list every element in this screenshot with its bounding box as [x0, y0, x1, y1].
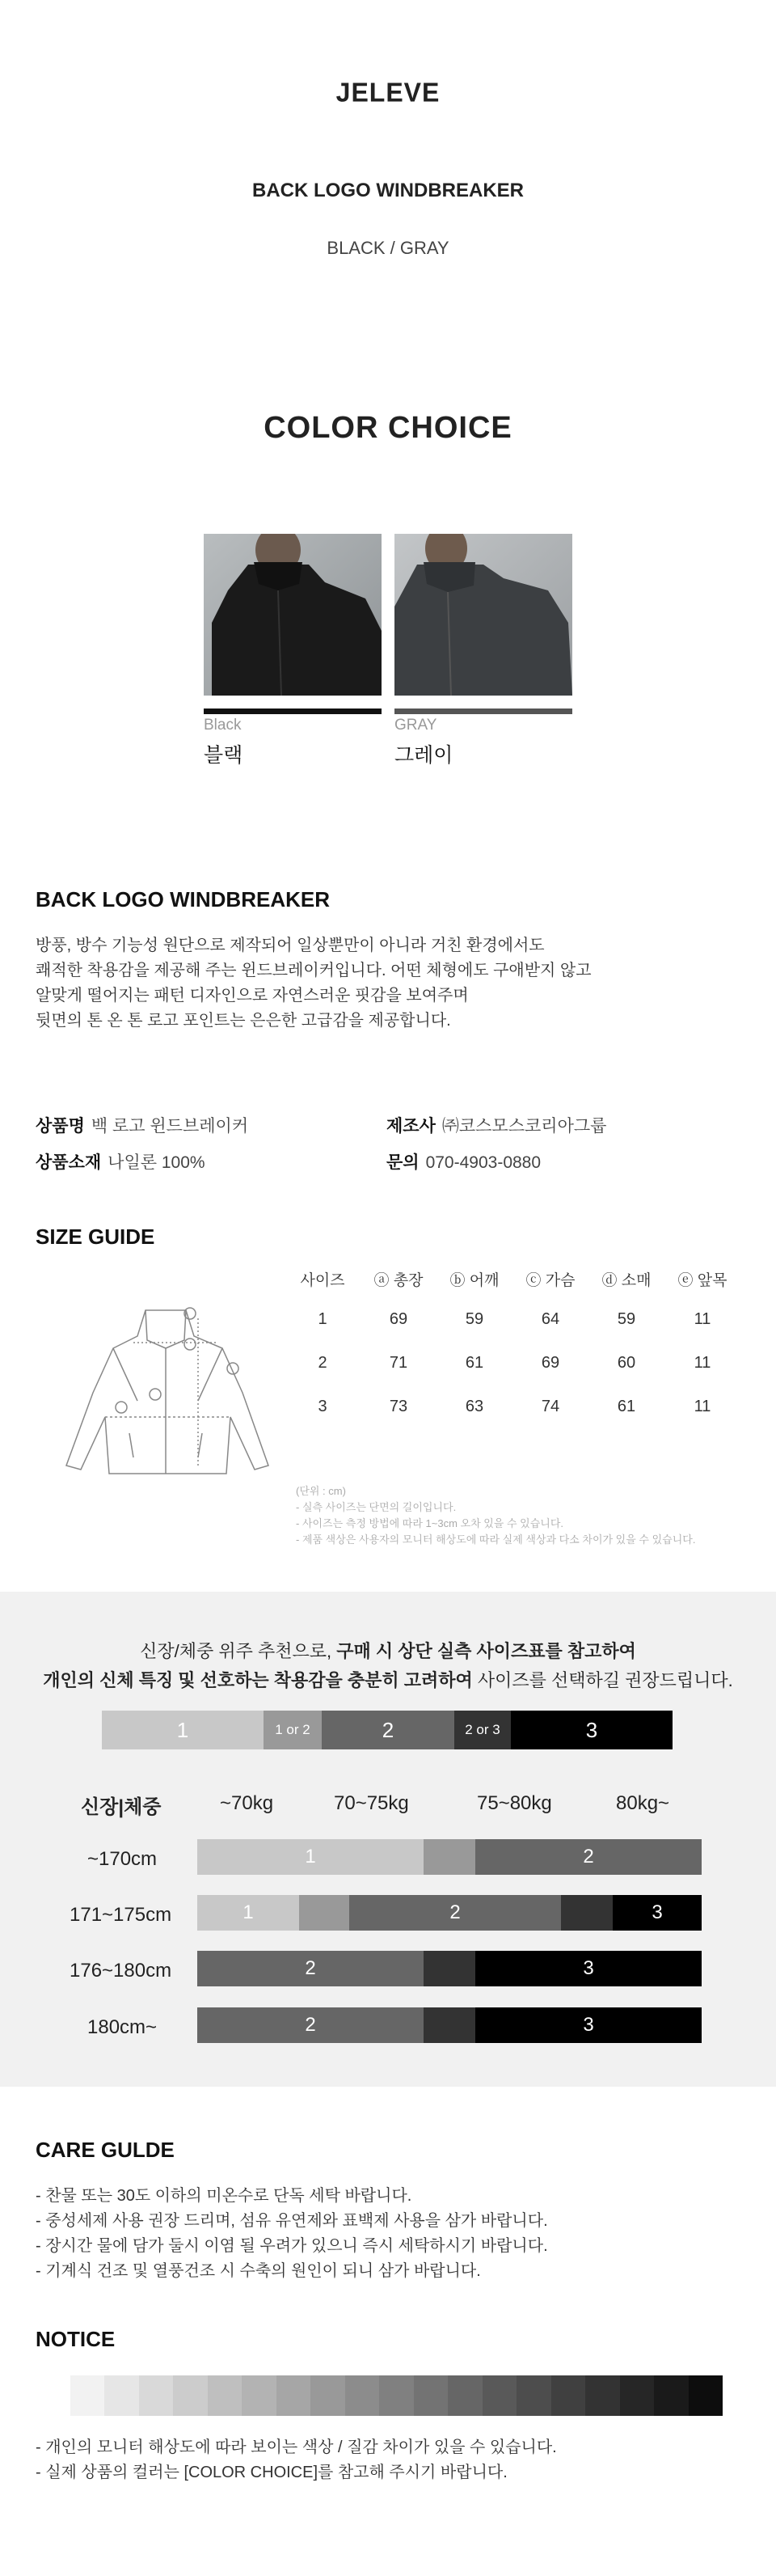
- size-table: [285, 1260, 740, 1428]
- gray-step: [689, 2375, 723, 2416]
- product-name-label: 상품명: [36, 1117, 85, 1136]
- recommend-cell-blend: [561, 1895, 613, 1931]
- gray-color-label-ko: 그레이: [394, 744, 453, 767]
- recommend-cell-size-2: 2: [197, 2007, 424, 2043]
- gray-step: [139, 2375, 174, 2416]
- description-line: 쾌적한 착용감을 제공해 주는 윈드브레이커입니다. 어떤 체형에도 구애받지 않고: [36, 962, 592, 979]
- gray-color-bar: [394, 709, 572, 714]
- contact-row: [386, 1149, 541, 1174]
- recommend-cell-size-1: 1: [197, 1839, 424, 1875]
- weight-col: 70~75kg: [334, 1792, 409, 1814]
- care-line: - 기계식 건조 및 열풍건조 시 수축의 원인이 되니 삼가 바랍니다.: [36, 2262, 481, 2280]
- recommend-cell-size-1: 1: [197, 1895, 299, 1931]
- size-note: - 제품 색상은 사용자의 모니터 해상도에 따라 실제 색상과 다소 차이가 있을 수 있습니다.: [296, 1533, 696, 1546]
- gray-step: [585, 2375, 620, 2416]
- recommend-cell-size-2: 2: [349, 1895, 561, 1931]
- weight-col: 75~80kg: [477, 1792, 552, 1814]
- legend-size-1: 1: [102, 1711, 264, 1749]
- legend-size-2: 2: [322, 1711, 454, 1749]
- recommend-cell-blend: [299, 1895, 349, 1931]
- recommend-cell-size-3: 3: [475, 2007, 702, 2043]
- weight-col: 80kg~: [616, 1792, 670, 1814]
- grayscale-gradient-strip: [36, 2375, 723, 2416]
- black-jacket-photo: [204, 534, 382, 696]
- recommend-text-bold: 개인의 신체 특징 및 선호하는 착용감을 충분히 고려하여: [43, 1670, 473, 1690]
- height-row-label: 171~175cm: [70, 1904, 172, 1926]
- recommend-bar-row-2: [197, 1895, 702, 1931]
- care-guide-title: CARE GULDE: [36, 2138, 175, 2162]
- table-cell: 11: [694, 1309, 711, 1328]
- maker-label: 제조사: [386, 1117, 436, 1136]
- gray-step: [208, 2375, 242, 2416]
- description-line: 알맞게 떨어지는 패턴 디자인으로 자연스러운 핏감을 보여주며: [36, 987, 469, 1005]
- table-cell: 61: [617, 1397, 636, 1415]
- height-weight-header: 신장|체중: [81, 1796, 162, 1818]
- table-row: [285, 1297, 740, 1341]
- size-table-header-cell: ⓐ 총장: [373, 1271, 424, 1289]
- gray-step: [620, 2375, 655, 2416]
- recommend-cell-blend: [424, 1951, 475, 1986]
- recommend-cell-blend: [424, 1839, 475, 1875]
- legend-size-3: 3: [511, 1711, 673, 1749]
- gray-step: [414, 2375, 449, 2416]
- notice-list: [36, 2435, 557, 2485]
- recommend-text: 신장/체중 위주 추천으로,: [140, 1641, 337, 1661]
- care-guide-list: [36, 2184, 548, 2284]
- brand-logo: JELEVE: [335, 77, 441, 108]
- gray-step: [517, 2375, 551, 2416]
- notice-line: - 개인의 모니터 해상도에 따라 보이는 색상 / 질감 차이가 있을 수 있습니다.: [36, 2439, 557, 2456]
- black-color-bar: [204, 709, 382, 714]
- height-row-label: 176~180cm: [70, 1960, 172, 1982]
- care-line: - 장시간 물에 담가 둘시 이염 될 우려가 있으니 즉시 세탁하시기 바랍니다.: [36, 2237, 548, 2255]
- table-row: [285, 1341, 740, 1385]
- height-row-label: ~170cm: [87, 1848, 158, 1870]
- gray-step: [242, 2375, 276, 2416]
- black-color-label-en: Black: [204, 717, 242, 734]
- table-cell: 59: [465, 1309, 484, 1328]
- notice-line: - 실제 상품의 컬러는 [COLOR CHOICE]를 참고해 주시기 바랍니다.: [36, 2464, 508, 2481]
- recommend-cell-size-3: 3: [475, 1951, 702, 1986]
- table-cell: 59: [617, 1309, 636, 1328]
- gray-step: [551, 2375, 586, 2416]
- recommend-cell-size-2: 2: [475, 1839, 702, 1875]
- gray-color-label-en: GRAY: [394, 717, 437, 734]
- product-colors: BLACK / GRAY: [327, 238, 449, 258]
- care-line: - 중성세제 사용 권장 드리며, 섬유 유연제와 표백제 사용을 삼가 바랍니다.: [36, 2212, 548, 2230]
- gray-step: [104, 2375, 139, 2416]
- size-table-header-cell: 사이즈: [300, 1271, 345, 1289]
- size-note: (단위 : cm): [296, 1485, 346, 1497]
- table-cell: 63: [465, 1397, 484, 1415]
- recommend-text-bold: 구매 시 상단 실측 사이즈표를 참고하여: [336, 1641, 636, 1661]
- size-note: - 실측 사이즈는 단면의 길이입니다.: [296, 1501, 457, 1513]
- table-cell: 71: [389, 1353, 408, 1372]
- contact-value: 070-4903-0880: [425, 1153, 542, 1172]
- size-table-header-cell: ⓔ 앞목: [677, 1271, 728, 1289]
- table-cell: 61: [465, 1353, 484, 1372]
- table-cell: 64: [541, 1309, 560, 1328]
- notice-title: NOTICE: [36, 2327, 116, 2351]
- size-table-header-cell: ⓓ 소매: [601, 1271, 652, 1289]
- weight-col: ~70kg: [220, 1792, 274, 1814]
- product-name-value: 백 로고 윈드브레이커: [91, 1117, 249, 1136]
- recommend-cell-blend: [424, 2007, 475, 2043]
- gray-step: [276, 2375, 311, 2416]
- gray-step: [70, 2375, 105, 2416]
- table-cell: 3: [318, 1397, 327, 1415]
- black-color-label-ko: 블랙: [204, 744, 243, 767]
- gray-jacket-photo: [394, 534, 572, 696]
- size-notes: [296, 1483, 695, 1548]
- description-line: 방풍, 방수 기능성 원단으로 제작되어 일상뿐만이 아니라 거친 환경에서도: [36, 937, 545, 954]
- recommend-cell-size-2: 2: [197, 1951, 424, 1986]
- recommend-bar-row-3: [197, 1951, 702, 1986]
- recommend-bar-row-4: [197, 2007, 702, 2043]
- table-row: [285, 1385, 740, 1428]
- gray-step: [448, 2375, 483, 2416]
- table-cell: 74: [541, 1397, 560, 1415]
- table-cell: 1: [318, 1309, 327, 1328]
- description-line: 뒷면의 톤 온 톤 로고 포인트는 은은한 고급감을 제공합니다.: [36, 1012, 451, 1030]
- maker-value: ㈜코스모스코리아그룹: [441, 1117, 607, 1136]
- gray-step: [173, 2375, 208, 2416]
- gray-step: [36, 2375, 70, 2416]
- size-table-header-cell: ⓒ 가슴: [525, 1271, 576, 1289]
- gray-step: [483, 2375, 517, 2416]
- table-cell: 60: [617, 1353, 636, 1372]
- material-label: 상품소재: [36, 1153, 102, 1172]
- table-cell: 2: [318, 1353, 327, 1372]
- gray-step: [310, 2375, 345, 2416]
- legend-size-1-or-2: 1 or 2: [264, 1711, 322, 1749]
- size-table-header: [285, 1260, 740, 1297]
- recommend-cell-size-3: 3: [613, 1895, 702, 1931]
- gray-step: [379, 2375, 414, 2416]
- height-row-label: 180cm~: [87, 2016, 158, 2038]
- size-guide-title: SIZE GUIDE: [36, 1225, 155, 1249]
- recommend-line-2: [0, 1667, 776, 1692]
- jacket-diagram-icon: [57, 1304, 275, 1502]
- gray-step: [345, 2375, 380, 2416]
- description-title: BACK LOGO WINDBREAKER: [36, 887, 330, 912]
- size-note: - 사이즈는 측정 방법에 따라 1~3cm 오차 있을 수 있습니다.: [296, 1517, 563, 1529]
- maker-row: [386, 1113, 606, 1137]
- table-cell: 11: [694, 1353, 711, 1372]
- material-value: 나일론 100%: [108, 1153, 205, 1172]
- recommend-line-1: [0, 1638, 776, 1663]
- contact-label: 문의: [386, 1153, 420, 1172]
- size-legend-bar: [102, 1711, 673, 1749]
- product-title: BACK LOGO WINDBREAKER: [252, 180, 524, 201]
- legend-size-2-or-3: 2 or 3: [454, 1711, 511, 1749]
- recommend-text: 사이즈를 선택하길 권장드립니다.: [472, 1670, 733, 1690]
- gray-step: [654, 2375, 689, 2416]
- color-choice-heading: COLOR CHOICE: [264, 411, 512, 445]
- recommend-bar-row-1: [197, 1839, 702, 1875]
- description-text: [36, 933, 592, 1034]
- table-cell: 73: [389, 1397, 408, 1415]
- table-cell: 69: [389, 1309, 408, 1328]
- size-table-header-cell: ⓑ 어깨: [449, 1271, 500, 1289]
- table-cell: 11: [694, 1397, 711, 1415]
- product-name-row: [36, 1113, 248, 1137]
- care-line: - 찬물 또는 30도 이하의 미온수로 단독 세탁 바랍니다.: [36, 2187, 412, 2205]
- table-cell: 69: [541, 1353, 560, 1372]
- material-row: [36, 1149, 205, 1174]
